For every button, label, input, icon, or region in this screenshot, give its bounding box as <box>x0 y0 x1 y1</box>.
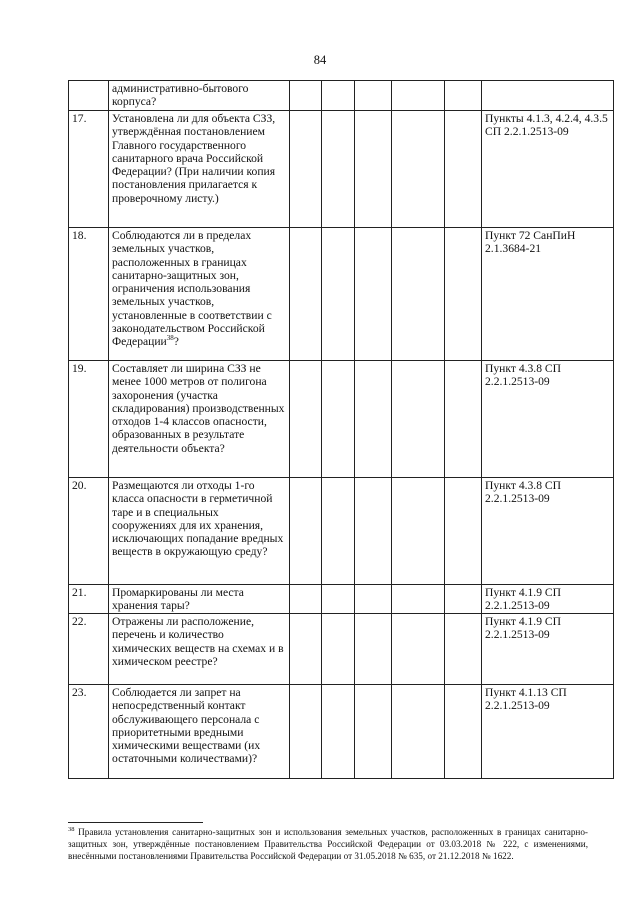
table-row <box>69 228 614 361</box>
question-text: Размещаются ли отходы 1-го класса опасности в герметичной таре и в специальных сооружениях для их хранения, исключающих попадание вредных веществ в окружающую среду? <box>112 479 284 559</box>
answer-no-cell <box>322 111 355 228</box>
question-cell <box>109 361 290 478</box>
question-text: Промаркированы ли места хранения тары? <box>112 586 244 613</box>
footnote <box>68 826 588 863</box>
answer-na-cell <box>355 614 392 685</box>
question-cell <box>109 81 290 111</box>
answer-no-cell <box>322 361 355 478</box>
question-text: административно-бытового корпуса? <box>112 82 249 109</box>
checklist-table <box>68 80 614 779</box>
footnote-text: Правила установления санитарно-защитных зон и использования земельных участков, расположенных в границах санитарно-защитных зон, утверждённые постановлением Правительства Российской Федерации от 03.03.2018 № 222, с изменениями, внесёнными постановлениями Правительства Российской Федерации от 31.05.2018 № 635, от 21.12.2018 № 1622. <box>68 827 588 862</box>
answer-yes-cell <box>290 685 322 779</box>
reference-cell: Пункт 4.1.9 СП 2.2.1.2513-09 <box>482 614 614 685</box>
table-row <box>69 361 614 478</box>
comment-cell <box>392 81 445 111</box>
reference-cell <box>482 81 614 111</box>
reference-cell: Пункт 72 СанПиН 2.1.3684-21 <box>482 228 614 361</box>
comment-cell <box>392 614 445 685</box>
reference-cell: Пункты 4.1.3, 4.2.4, 4.3.5 СП 2.2.1.2513-09 <box>482 111 614 228</box>
answer-na-cell <box>355 585 392 614</box>
table-row <box>69 585 614 614</box>
answer-no-cell <box>322 614 355 685</box>
comment-cell <box>392 685 445 779</box>
comment-cell <box>392 361 445 478</box>
answer-yes-cell <box>290 585 322 614</box>
answer-na-cell <box>355 361 392 478</box>
footnote-reference: 38 <box>166 334 174 343</box>
answer-no-cell <box>322 81 355 111</box>
table-row <box>69 81 614 111</box>
row-number: 22. <box>69 614 109 685</box>
table-row <box>69 478 614 585</box>
question-text: Составляет ли ширина СЗЗ не менее 1000 метров от полигона захоронения (участка складирования) производственных отходов 1-4 классов опасности, образованных в результате деятельности объекта? <box>112 362 285 455</box>
answer-yes-cell <box>290 111 322 228</box>
answer-yes-cell <box>290 81 322 111</box>
footnote-divider <box>68 822 203 823</box>
row-number: 23. <box>69 685 109 779</box>
table-row <box>69 685 614 779</box>
note-cell <box>445 685 482 779</box>
row-number: 17. <box>69 111 109 228</box>
answer-na-cell <box>355 478 392 585</box>
note-cell <box>445 111 482 228</box>
question-cell <box>109 585 290 614</box>
answer-na-cell <box>355 685 392 779</box>
answer-no-cell <box>322 585 355 614</box>
row-number: 18. <box>69 228 109 361</box>
comment-cell <box>392 111 445 228</box>
question-cell <box>109 614 290 685</box>
row-number: 19. <box>69 361 109 478</box>
question-cell <box>109 228 290 361</box>
answer-no-cell <box>322 228 355 361</box>
note-cell <box>445 585 482 614</box>
question-text: Соблюдается ли запрет на непосредственный контакт обслуживающего персонала с приоритетными вредными химическими веществами (их остаточными количествами)? <box>112 686 261 766</box>
question-text: Отражены ли расположение, перечень и количество химических веществ на схемах и в химическом реестре? <box>112 615 284 668</box>
note-cell <box>445 228 482 361</box>
note-cell <box>445 361 482 478</box>
answer-na-cell <box>355 111 392 228</box>
row-number: 21. <box>69 585 109 614</box>
answer-yes-cell <box>290 614 322 685</box>
question-text: Установлена ли для объекта СЗЗ, утверждённая постановлением Главного государственного санитарного врача Российской Федерации? (При наличии копия постановления прилагается к проверочному листу.) <box>112 112 276 205</box>
answer-yes-cell <box>290 228 322 361</box>
comment-cell <box>392 585 445 614</box>
reference-cell: Пункт 4.3.8 СП 2.2.1.2513-09 <box>482 478 614 585</box>
answer-yes-cell <box>290 361 322 478</box>
page-number: 84 <box>313 53 327 67</box>
comment-cell <box>392 228 445 361</box>
row-number: 20. <box>69 478 109 585</box>
answer-no-cell <box>322 685 355 779</box>
question-cell <box>109 111 290 228</box>
row-number <box>69 81 109 111</box>
reference-cell: Пункт 4.1.13 СП 2.2.1.2513-09 <box>482 685 614 779</box>
answer-no-cell <box>322 478 355 585</box>
note-cell <box>445 478 482 585</box>
reference-cell: Пункт 4.1.9 СП 2.2.1.2513-09 <box>482 585 614 614</box>
footnote-marker: 38 <box>68 825 75 833</box>
question-tail: ? <box>173 335 179 349</box>
question-text: Соблюдаются ли в пределах земельных участков, расположенных в границах санитарно-защитных зон, ограничения использования земельных участков, установленные в соответствии с законодательством Российской Федерации <box>112 229 272 349</box>
checklist-rows <box>69 81 614 779</box>
comment-cell <box>392 478 445 585</box>
note-cell <box>445 81 482 111</box>
question-cell <box>109 478 290 585</box>
answer-na-cell <box>355 228 392 361</box>
reference-cell: Пункт 4.3.8 СП 2.2.1.2513-09 <box>482 361 614 478</box>
table-row <box>69 111 614 228</box>
question-cell <box>109 685 290 779</box>
answer-na-cell <box>355 81 392 111</box>
answer-yes-cell <box>290 478 322 585</box>
table-row <box>69 614 614 685</box>
note-cell <box>445 614 482 685</box>
